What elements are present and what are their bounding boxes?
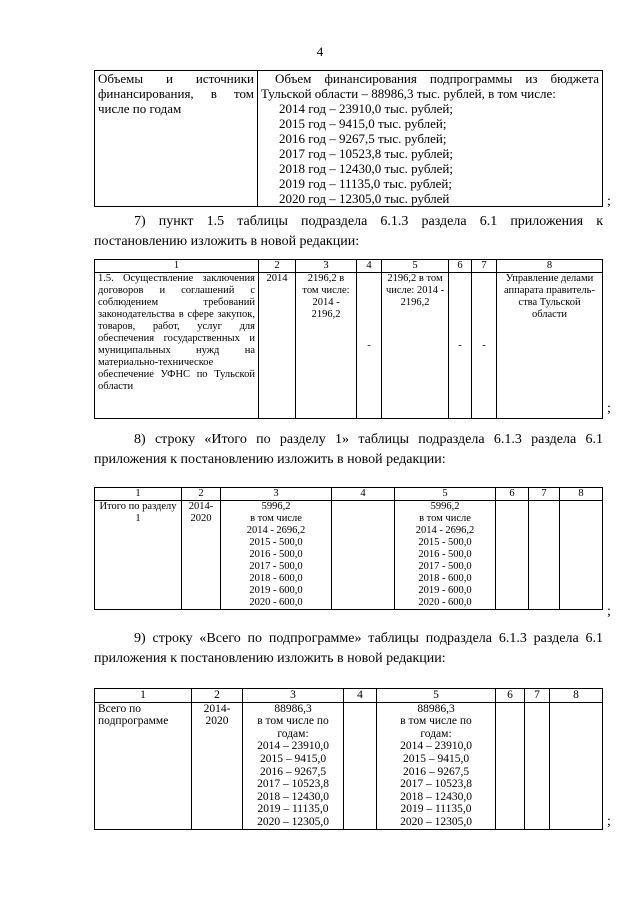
col-header: 1: [95, 488, 182, 501]
amount-line: 2017 – 10523,8: [257, 778, 329, 791]
paragraph-7: [94, 212, 603, 252]
amount-line: 2016 – 9267,5: [259, 765, 327, 778]
amount-line: 2016 - 500,0: [249, 549, 303, 560]
item-col4: [357, 273, 382, 419]
col-header: 7: [529, 488, 560, 501]
empty-cell: [560, 501, 603, 610]
item-1-5-table: [94, 259, 603, 419]
page-number: 4: [316, 44, 324, 59]
empty-cell: [496, 702, 525, 829]
col-header: 5: [395, 488, 496, 501]
item-executor: Управление делами аппарата правитель-ства Тульской области: [497, 273, 603, 419]
total-label: Итого по разделу 1: [95, 501, 182, 610]
amount-line: 2018 – 12430,0: [257, 790, 329, 803]
amount-line: 2014 - 2696,2: [246, 525, 306, 536]
financing-year: 2015 год – 9415,0 тыс. рублей;: [279, 116, 447, 131]
total-period: 2014-2020: [182, 501, 221, 610]
amount-line: 2018 - 600,0: [418, 573, 472, 584]
amount-line: 2019 - 600,0: [418, 585, 472, 596]
col-header: 8: [497, 260, 603, 273]
empty-cell: [332, 501, 395, 610]
amount-line: 2015 - 500,0: [249, 537, 303, 548]
amount-line: 2019 - 600,0: [249, 585, 303, 596]
amount-line: годам:: [277, 727, 309, 740]
amount-line: 2020 - 600,0: [249, 597, 303, 608]
empty-cell: [344, 702, 377, 829]
col-header: 2: [259, 260, 296, 273]
col-header: 4: [357, 260, 382, 273]
amount-line: 88986,3: [417, 702, 455, 715]
col-header: 2: [192, 689, 243, 703]
col-header: 4: [332, 488, 395, 501]
empty-cell: [550, 702, 603, 829]
end-mark: ;: [607, 194, 611, 209]
amount-line: 2018 - 600,0: [249, 573, 303, 584]
col-header: 8: [550, 689, 603, 703]
total-amount-regional: [395, 501, 496, 610]
financing-label: Объемы и источники финансирования, в том числе по годам: [95, 71, 258, 207]
empty-cell: [525, 702, 550, 829]
amount-line: 2014 – 23910,0: [257, 740, 329, 753]
financing-details: [258, 71, 603, 207]
amount-line: 2020 - 600,0: [418, 597, 472, 608]
amount-line: 2020 – 12305,0: [400, 815, 472, 828]
financing-year: 2014 год – 23910,0 тыс. рублей;: [279, 101, 453, 116]
paragraph-8-text: 8) строку «Итого по разделу 1» таблицы подраздела 6.1.3 раздела 6.1 приложения к постановлению изложить в новой редакции:: [94, 432, 603, 467]
amount-line: 2014 – 23910,0: [400, 740, 472, 753]
amount-line: 2017 – 10523,8: [400, 778, 472, 791]
item-amount: 2196,2 в том числе: 2014 - 2196,2: [296, 273, 357, 419]
col-header: 6: [496, 488, 529, 501]
amount-line: 5996,2: [430, 501, 460, 512]
item-col6: [449, 273, 472, 419]
empty-cell: [496, 501, 529, 610]
amount-line: 2017 - 500,0: [418, 561, 472, 572]
col-header: 7: [472, 260, 497, 273]
col-header: 8: [560, 488, 603, 501]
col-header: 7: [525, 689, 550, 703]
paragraph-9-text: 9) строку «Всего по подпрограмме» таблицы подраздела 6.1.3 раздела 6.1 приложения к постановлению изложить в новой редакции:: [94, 631, 603, 666]
amount-line: в том числе по: [400, 715, 472, 728]
col-header: 6: [496, 689, 525, 703]
col-header: 4: [344, 689, 377, 703]
col-header: 1: [95, 689, 192, 703]
subprogram-period: 2014-2020: [192, 702, 243, 829]
amount-line: годам:: [420, 727, 452, 740]
col-header: 2: [182, 488, 221, 501]
financing-year: 2018 год – 12430,0 тыс. рублей;: [279, 161, 453, 176]
col-header: 3: [243, 689, 344, 703]
section-total-table: [94, 487, 603, 610]
end-mark: ;: [607, 401, 611, 416]
amount-line: 2014 - 2696,2: [415, 525, 475, 536]
end-mark: ;: [607, 814, 611, 829]
end-mark: ;: [607, 604, 611, 619]
empty-cell: [529, 501, 560, 610]
subprogram-label: Всего по подпрограмме: [95, 702, 192, 829]
total-amount: [221, 501, 332, 610]
financing-year: 2017 год – 10523,8 тыс. рублей;: [279, 146, 453, 161]
item-amount-regional: 2196,2 в том числе: 2014 - 2196,2: [382, 273, 449, 419]
financing-year: 2020 год – 12305,0 тыс. рублей: [279, 191, 450, 206]
amount-line: 2015 – 9415,0: [259, 752, 327, 765]
amount-line: в том числе: [419, 513, 471, 524]
financing-table: [94, 70, 603, 207]
paragraph-8: [94, 430, 603, 470]
dash-value: -: [458, 339, 462, 351]
financing-year: 2016 год – 9267,5 тыс. рублей;: [279, 131, 447, 146]
dash-value: -: [367, 339, 371, 351]
financing-total: Объем финансирования подпрограммы из бюджета Тульской области – 88986,3 тыс. рублей, в том числе:: [261, 71, 599, 101]
item-description: 1.5. Осуществление заключения договоров и соглашений с соблюдением требований законодательства в сфере закупок, товаров, работ, услуг для обеспечения государственных и муниципальных нужд на материально-техническое обеспечение УФНС по Тульской области: [95, 273, 259, 419]
subprogram-amount-regional: [377, 702, 496, 829]
subprogram-amount: [243, 702, 344, 829]
paragraph-9: [94, 629, 603, 669]
amount-line: в том числе по: [257, 715, 329, 728]
amount-line: 2019 – 11135,0: [257, 803, 329, 816]
amount-line: 2018 – 12430,0: [400, 790, 472, 803]
amount-line: 2017 - 500,0: [249, 561, 303, 572]
financing-year: 2019 год – 11135,0 тыс. рублей;: [279, 176, 452, 191]
col-header: 3: [221, 488, 332, 501]
amount-line: 2016 - 500,0: [418, 549, 472, 560]
amount-line: 88986,3: [274, 702, 312, 715]
amount-line: 2015 - 500,0: [418, 537, 472, 548]
col-header: 6: [449, 260, 472, 273]
col-header: 5: [382, 260, 449, 273]
amount-line: 5996,2: [261, 501, 291, 512]
col-header: 1: [95, 260, 259, 273]
amount-line: в том числе: [250, 513, 302, 524]
amount-line: 2016 – 9267,5: [402, 765, 470, 778]
dash-value: -: [482, 339, 486, 351]
item-col7: [472, 273, 497, 419]
col-header: 5: [377, 689, 496, 703]
amount-line: 2015 – 9415,0: [402, 752, 470, 765]
item-period: 2014: [259, 273, 296, 419]
amount-line: 2019 – 11135,0: [400, 803, 472, 816]
paragraph-7-text: 7) пункт 1.5 таблицы подраздела 6.1.3 раздела 6.1 приложения к постановлению изложить в новой редакции:: [94, 214, 603, 249]
col-header: 3: [296, 260, 357, 273]
subprogram-total-table: [94, 688, 603, 830]
amount-line: 2020 – 12305,0: [257, 815, 329, 828]
